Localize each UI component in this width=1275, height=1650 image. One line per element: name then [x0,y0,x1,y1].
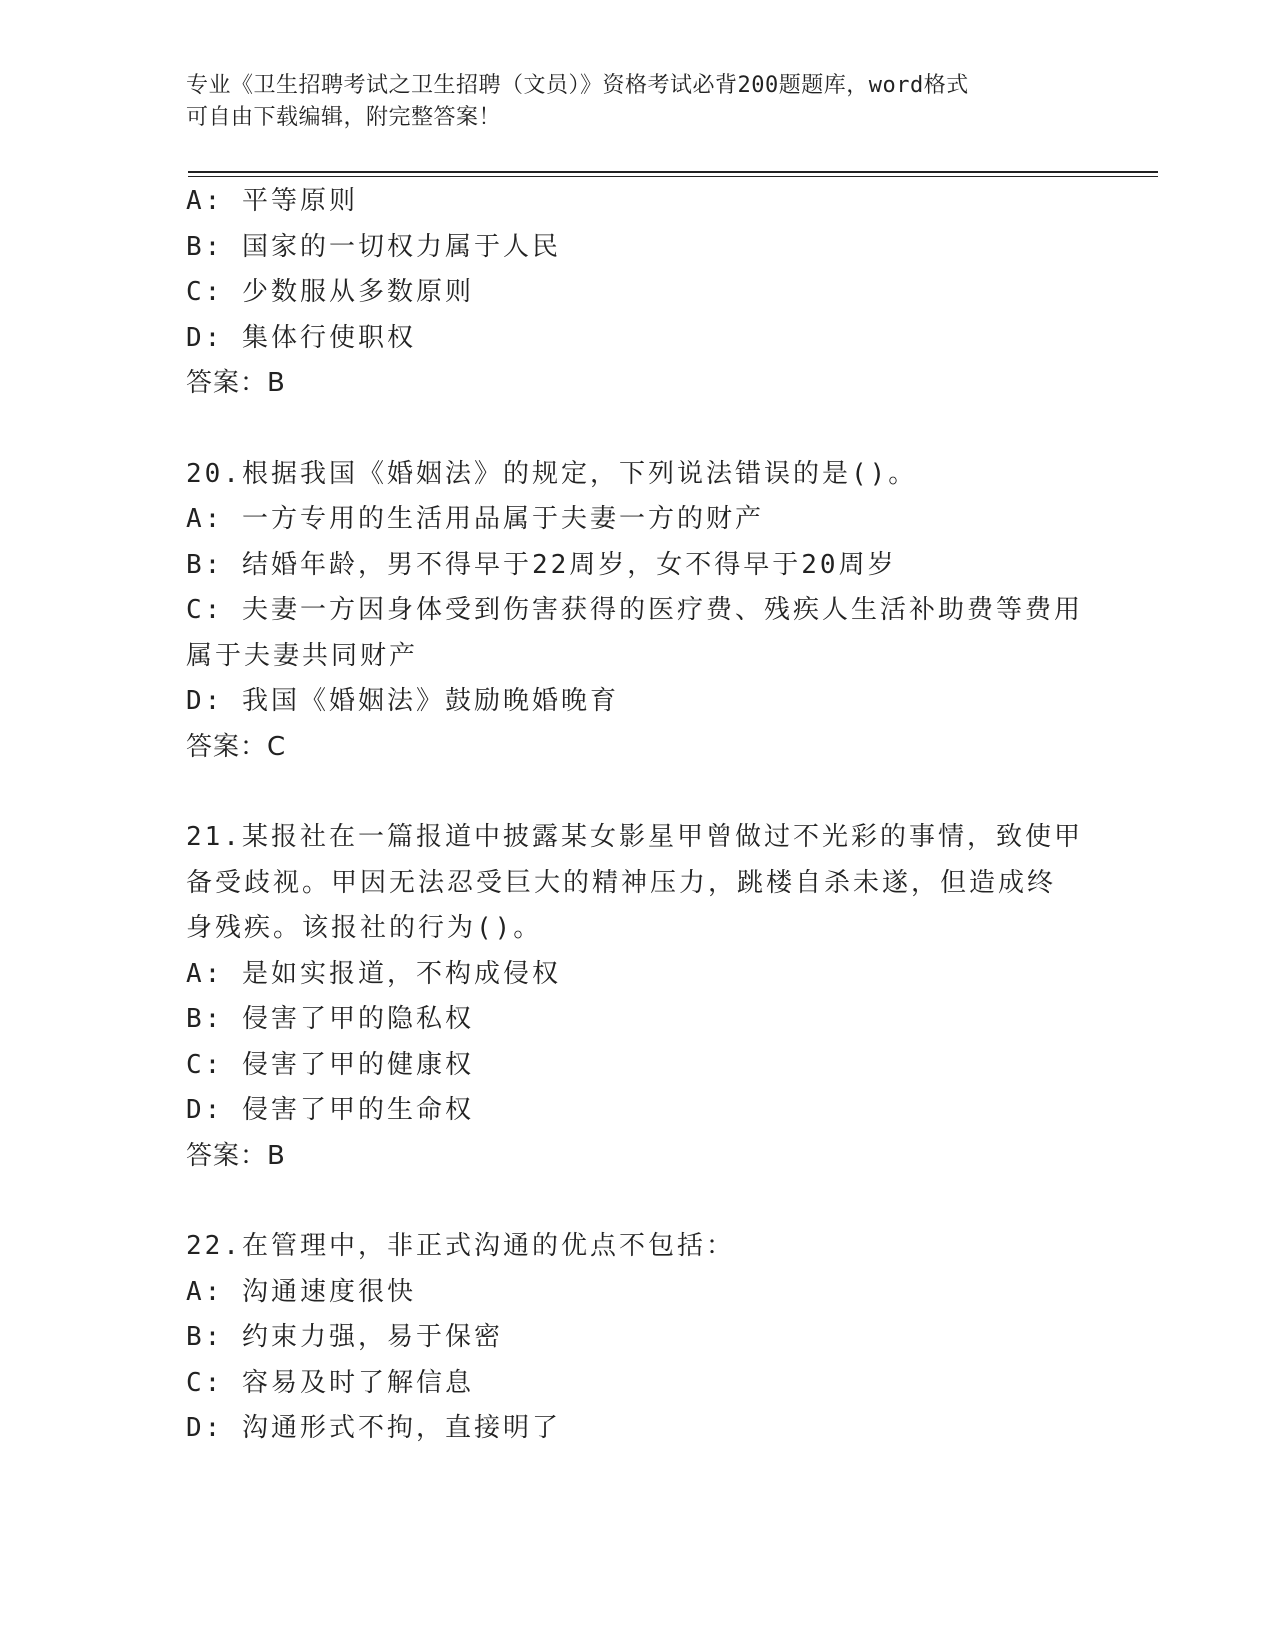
document-header [186,70,1066,134]
option-a: A: 沟通速度很快 [186,1276,416,1307]
header-line-1: 专业《卫生招聘考试之卫生招聘（文员）》资格考试必背200题题库，word格式 [186,73,969,98]
option-a: A: 是如实报道，不构成侵权 [186,958,561,989]
option-d: D: 沟通形式不拘，直接明了 [186,1413,561,1443]
option-d: D: 我国《婚姻法》鼓励晚婚晚育 [186,686,619,716]
header-divider [188,171,1158,177]
option-c: C: 容易及时了解信息 [186,1367,474,1398]
option-a: A: 一方专用的生活用品属于夫妻一方的财产 [186,504,764,534]
question-stem: 20.根据我国《婚姻法》的规定，下列说法错误的是()。 [186,458,918,489]
question-20 [186,452,1146,771]
question-stem: 21.某报社在一篇报道中披露某女影星甲曾做过不光彩的事情，致使甲 [186,822,1083,852]
option-c: C: 侵害了甲的健康权 [186,1049,474,1080]
option-a: A: 平等原则 [186,186,358,216]
answer: 答案：B [186,1140,286,1171]
option-b: B: 侵害了甲的隐私权 [186,1004,474,1034]
answer: 答案：C [186,731,287,762]
document-page [186,70,1146,1452]
question-19-tail [186,179,1146,407]
question-stem: 22.在管理中，非正式沟通的优点不包括： [186,1231,735,1261]
option-c: C: 少数服从多数原则 [186,277,474,307]
question-stem-continued: 身残疾。该报社的行为()。 [186,913,543,943]
answer: 答案：B [186,368,286,398]
header-line-2: 可自由下载编辑，附完整答案！ [186,105,502,130]
option-d: D: 侵害了甲的生命权 [186,1095,474,1125]
option-c: C: 夫妻一方因身体受到伤害获得的医疗费、残疾人生活补助费等费用 [186,595,1083,625]
question-stem-continued: 备受歧视。甲因无法忍受巨大的精神压力，跳楼自杀未遂，但造成终 [186,867,1057,898]
option-b: B: 国家的一切权力属于人民 [186,231,561,262]
option-c-continued: 属于夫妻共同财产 [186,640,419,671]
question-22 [186,1224,1146,1452]
option-d: D: 集体行使职权 [186,322,416,353]
option-b: B: 约束力强，易于保密 [186,1322,503,1352]
question-21 [186,815,1146,1179]
option-b: B: 结婚年龄，男不得早于22周岁，女不得早于20周岁 [186,549,897,580]
